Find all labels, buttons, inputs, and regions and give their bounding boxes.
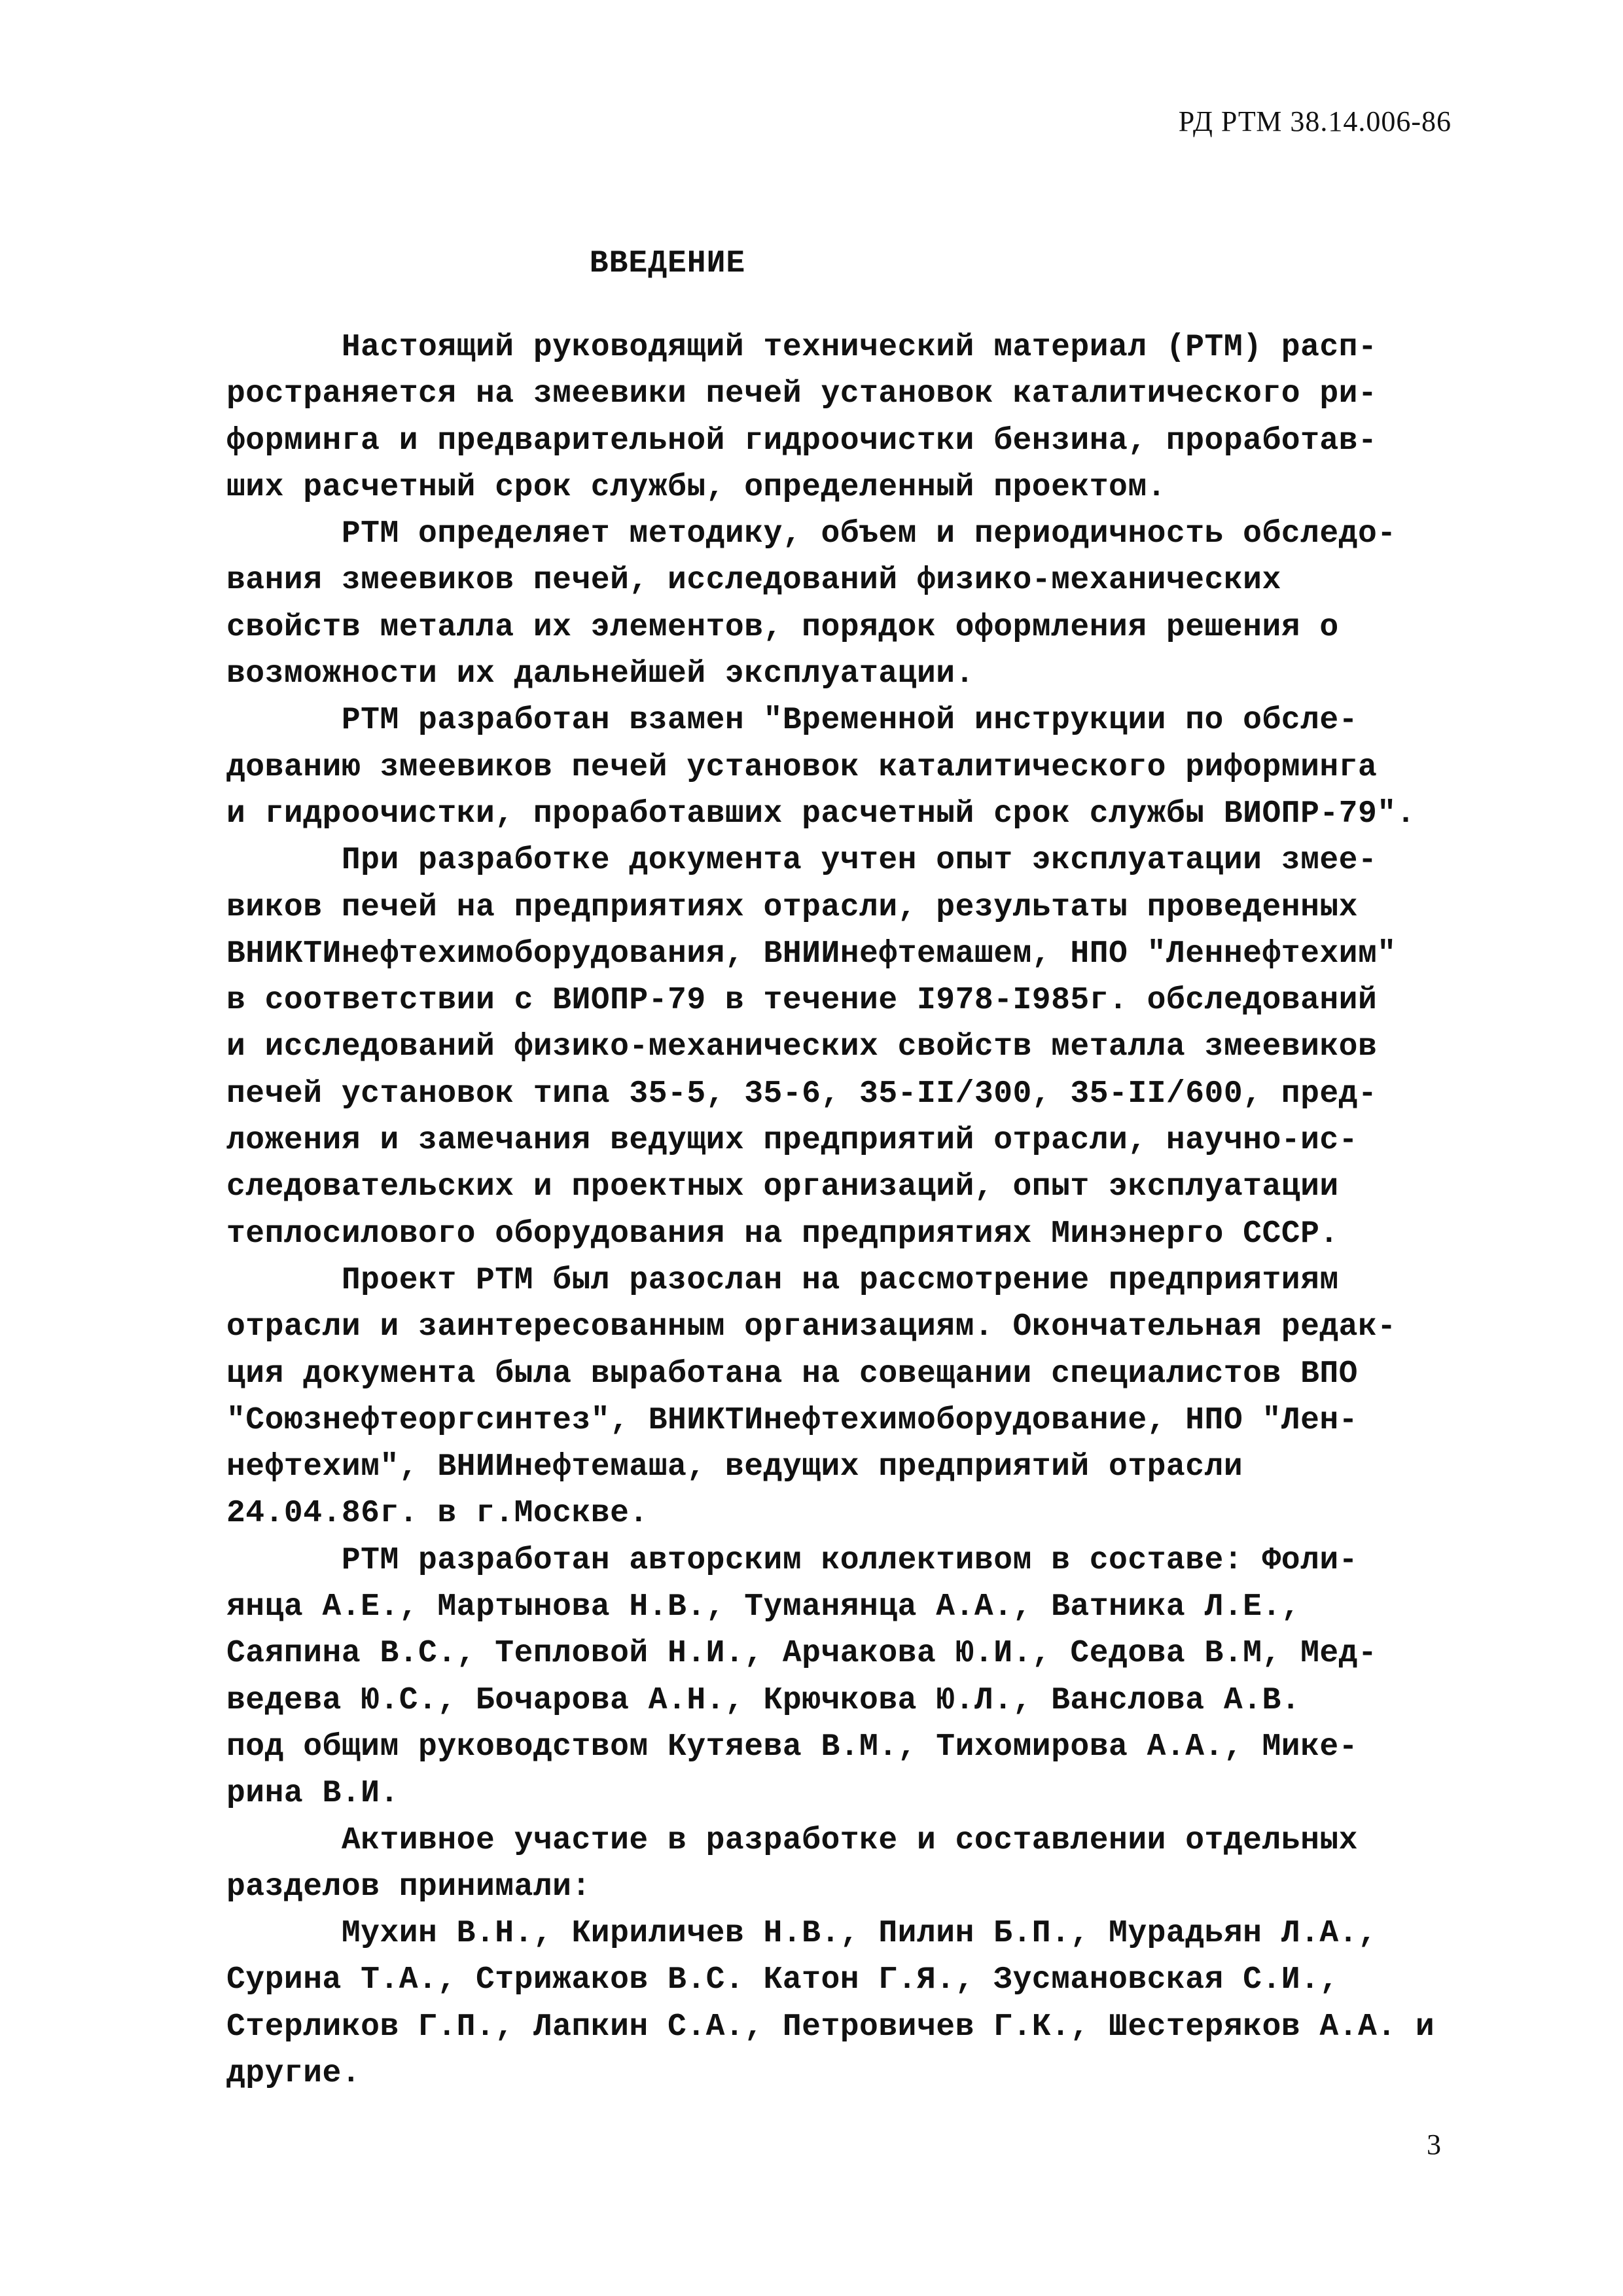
text-line: ространяется на змеевики печей установок каталитического ри- xyxy=(226,376,1378,412)
text-line: 24.04.86г. в г.Москве. xyxy=(226,1496,649,1532)
text-line: свойств металла их элементов, порядок оформления решения о xyxy=(226,609,1339,645)
text-line: в соответствии с ВИОПР-79 в течение I978-I985г. обследований xyxy=(226,983,1378,1019)
text-line: виков печей на предприятиях отрасли, результаты проведенных xyxy=(226,889,1358,925)
text-line: другие. xyxy=(226,2055,361,2091)
text-line: "Союзнефтеоргсинтез", ВНИКТИнефтехимоборудование, НПО "Лен- xyxy=(226,1402,1358,1438)
text-line: ложения и замечания ведущих предприятий отрасли, научно-ис- xyxy=(226,1123,1358,1159)
document-code: РД РТМ 38.14.006-86 xyxy=(1178,105,1452,137)
text-line: дованию змеевиков печей установок каталитического риформинга xyxy=(226,749,1378,785)
text-line: ших расчетный срок службы, определенный проектом. xyxy=(226,469,1166,505)
text-line: печей установок типа 35-5, 35-6, 35-II/300, 35-II/600, пред- xyxy=(226,1076,1378,1112)
text-line: нефтехим", ВНИИнефтемаша, ведущих предприятий отрасли xyxy=(226,1449,1243,1485)
text-line: Мухин В.Н., Кириличев Н.В., Пилин Б.П., Мурадьян Л.А., xyxy=(226,1916,1378,1952)
page-number: 3 xyxy=(1427,2128,1441,2161)
text-line: ция документа была выработана на совещании специалистов ВПО xyxy=(226,1356,1358,1392)
text-line: РТМ разработан взамен "Временной инструкции по обсле- xyxy=(226,703,1358,739)
text-line: Стерликов Г.П., Лапкин С.А., Петровичев Г.К., Шестеряков А.А. и xyxy=(226,2009,1435,2045)
text-line: и исследований физико-механических свойств металла змеевиков xyxy=(226,1029,1378,1065)
text-line: и гидроочистки, проработавших расчетный срок службы ВИОПР-79". xyxy=(226,796,1416,832)
text-line: Настоящий руководящий технический материал (РТМ) расп- xyxy=(226,330,1378,365)
text-line: янца А.Е., Мартынова Н.В., Туманянца А.А., Ватника Л.Е., xyxy=(226,1589,1301,1625)
body-text xyxy=(226,325,1435,2097)
text-line: разделов принимали: xyxy=(226,1869,591,1905)
text-line: ведева Ю.С., Бочарова А.Н., Крючкова Ю.Л., Ванслова А.В. xyxy=(226,1682,1301,1718)
text-line: Проект РТМ был разослан на рассмотрение предприятиям xyxy=(226,1262,1339,1298)
text-line: Саяпина В.С., Тепловой Н.И., Арчакова Ю.И., Седова В.М, Мед- xyxy=(226,1636,1378,1672)
text-line: РТМ определяет методику, объем и периодичность обследо- xyxy=(226,516,1397,552)
text-line: вания змеевиков печей, исследований физико-механических xyxy=(226,563,1281,599)
text-line: РТМ разработан авторским коллективом в составе: Фоли- xyxy=(226,1542,1358,1578)
section-title: ВВЕДЕНИЕ xyxy=(589,246,746,281)
text-line: под общим руководством Кутяева В.М., Тихомирова А.А., Мике- xyxy=(226,1729,1358,1765)
text-line: При разработке документа учтен опыт эксплуатации змее- xyxy=(226,843,1378,879)
text-line: Сурина Т.А., Стрижаков В.С. Катон Г.Я., Зусмановская С.И., xyxy=(226,1962,1339,1998)
text-line: Активное участие в разработке и составлении отдельных xyxy=(226,1822,1358,1858)
text-line: рина В.И. xyxy=(226,1776,399,1812)
text-line: ВНИКТИнефтехимоборудования, ВНИИнефтемашем, НПО "Леннефтехим" xyxy=(226,936,1397,972)
text-line: теплосилового оборудования на предприятиях Минэнерго СССР. xyxy=(226,1216,1339,1252)
text-line: форминга и предварительной гидроочистки бензина, проработав- xyxy=(226,423,1378,459)
text-line: отрасли и заинтересованным организациям. Окончательная редак- xyxy=(226,1309,1397,1345)
text-line: следовательских и проектных организаций, опыт эксплуатации xyxy=(226,1169,1339,1205)
text-line: возможности их дальнейшей эксплуатации. xyxy=(226,656,974,692)
